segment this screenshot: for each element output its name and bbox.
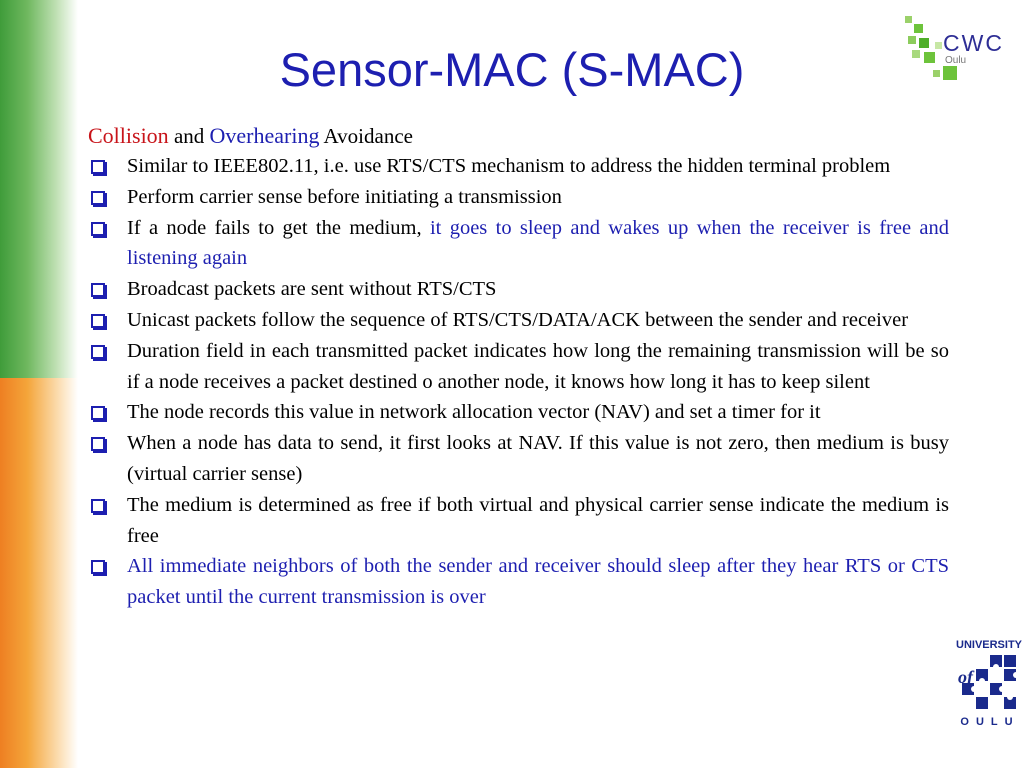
bullet-highlight: it goes to sleep and wakes up when the receiver is free and listening again bbox=[127, 216, 949, 270]
bullet-item bbox=[88, 274, 949, 305]
slide-title: Sensor-MAC (S-MAC) bbox=[279, 43, 745, 96]
checkbox-bullet-icon bbox=[91, 191, 105, 205]
bullet-item bbox=[88, 151, 949, 182]
bullet-item bbox=[88, 397, 949, 428]
university-logo-top-text: UNIVERSITY bbox=[956, 639, 1023, 651]
bullet-text: If a node fails to get the medium, bbox=[127, 216, 430, 239]
bullet-text: All immediate neighbors of both the sender and receiver should sleep after they hear RTS or CTS packet until the current transmission is over bbox=[127, 555, 949, 609]
bullet-list bbox=[88, 151, 949, 613]
checkbox-bullet-icon bbox=[91, 222, 105, 236]
bullet-text: Broadcast packets are sent without RTS/CTS bbox=[127, 278, 497, 301]
bullet-item bbox=[88, 551, 949, 613]
checkbox-bullet-icon bbox=[91, 437, 105, 451]
bullet-text: Perform carrier sense before initiating a transmission bbox=[127, 185, 562, 208]
bullet-text: Similar to IEEE802.11, i.e. use RTS/CTS mechanism to address the hidden terminal problem bbox=[127, 155, 891, 177]
bullet-item bbox=[88, 182, 949, 213]
checkbox-bullet-icon bbox=[91, 406, 105, 420]
bullet-item bbox=[88, 428, 949, 490]
subhead-overhearing: Overhearing bbox=[209, 123, 320, 148]
university-logo-of-text: of bbox=[958, 667, 973, 687]
section-subheading bbox=[88, 121, 949, 151]
cwc-logo-subtext: Oulu bbox=[945, 55, 967, 66]
subhead-and: and bbox=[168, 124, 210, 148]
checkbox-bullet-icon bbox=[91, 345, 105, 359]
bullet-text: Duration field in each transmitted packet indicates how long the remaining transmission will be so if a node receives a packet destined o another node, it knows how long it has to keep silent bbox=[127, 339, 949, 393]
checkbox-bullet-icon bbox=[91, 283, 105, 297]
checkbox-bullet-icon bbox=[91, 160, 105, 174]
bullet-text: The node records this value in network allocation vector (NAV) and set a timer for it bbox=[127, 401, 821, 424]
university-logo-bottom-text: OULU bbox=[960, 716, 1020, 728]
bullet-item bbox=[88, 490, 949, 552]
bullet-text: Unicast packets follow the sequence of RTS/CTS/DATA/ACK between the sender and receiver bbox=[127, 308, 909, 331]
checkbox-bullet-icon bbox=[91, 560, 105, 574]
checkbox-bullet-icon bbox=[91, 314, 105, 328]
slide-content bbox=[88, 121, 949, 613]
subhead-collision: Collision bbox=[88, 123, 169, 148]
bullet-text: The medium is determined as free if both virtual and physical carrier sense indicate the medium is free bbox=[127, 493, 949, 547]
university-of-oulu-logo bbox=[956, 639, 1023, 732]
puzzle-emblem-icon bbox=[956, 653, 1020, 713]
bullet-item bbox=[88, 213, 949, 275]
bullet-item bbox=[88, 336, 949, 398]
bullet-item bbox=[88, 305, 949, 336]
checkbox-bullet-icon bbox=[91, 499, 105, 513]
left-orange-band bbox=[0, 378, 78, 768]
cwc-logo-text: CWC bbox=[943, 30, 1004, 56]
subhead-avoidance: Avoidance bbox=[319, 124, 413, 148]
bullet-text: When a node has data to send, it first looks at NAV. If this value is not zero, then medium is busy (virtual carrier sense) bbox=[127, 432, 949, 485]
